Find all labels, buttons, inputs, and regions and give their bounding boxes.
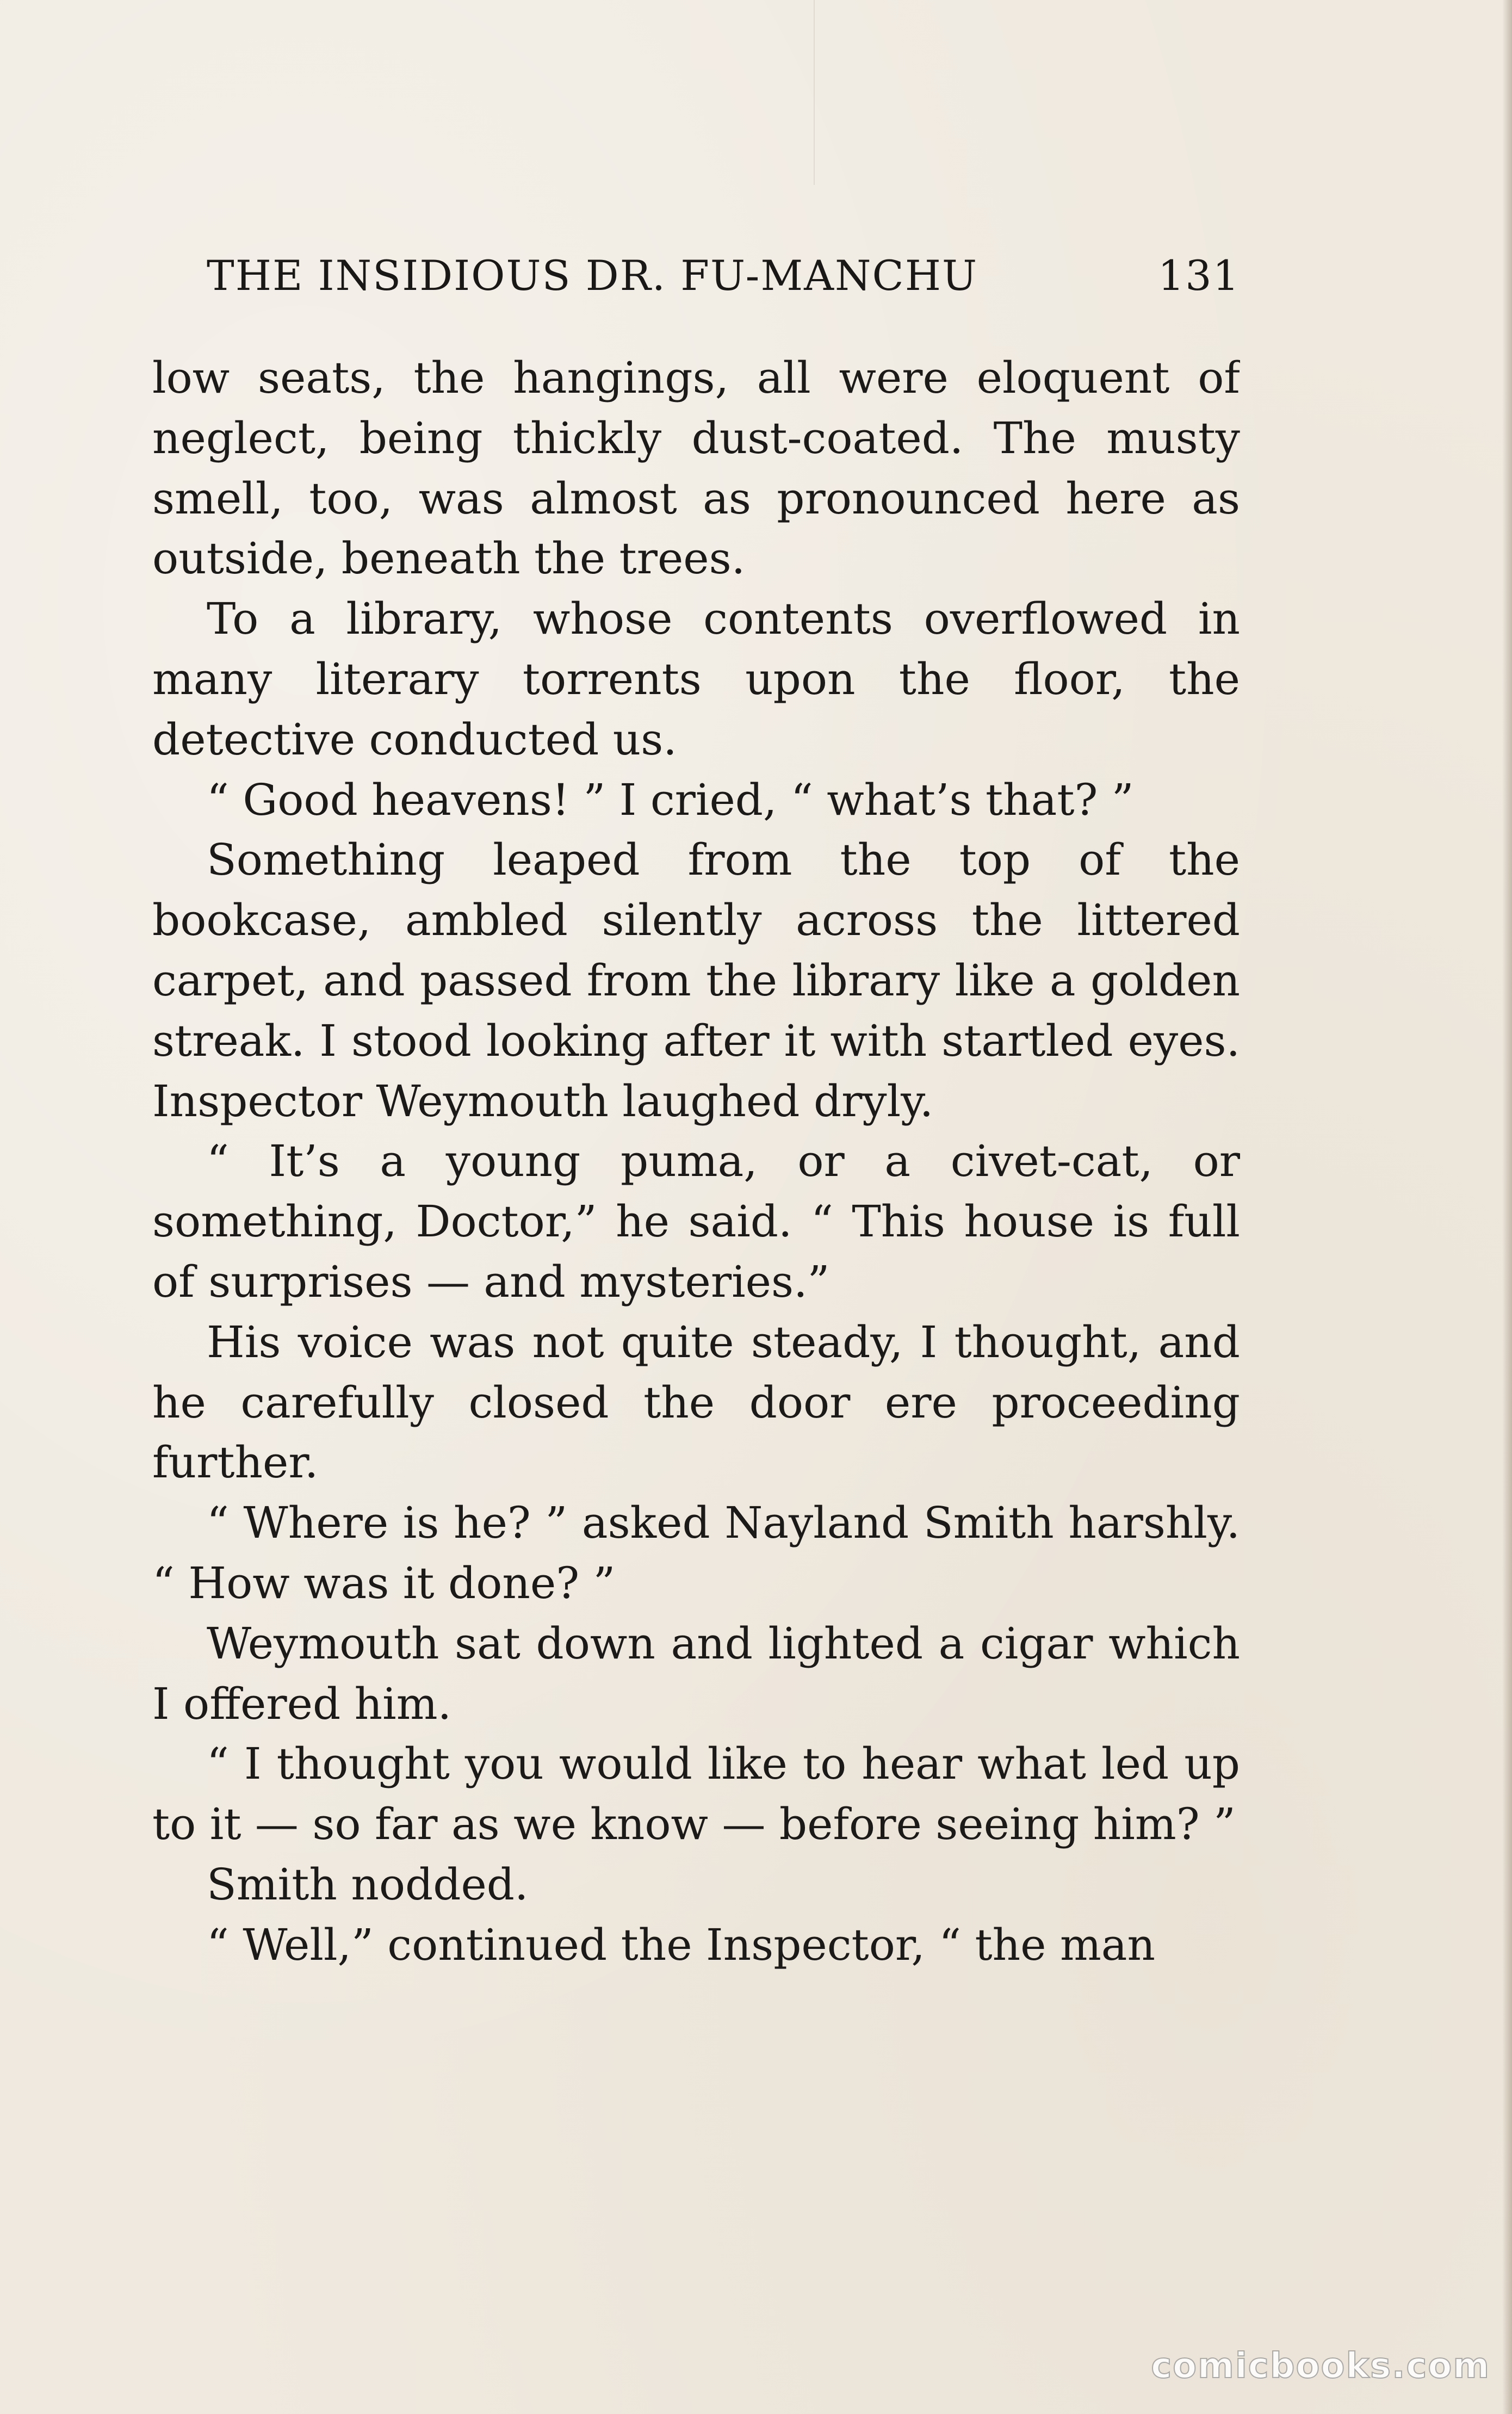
page-number: 131 bbox=[1157, 251, 1240, 300]
paragraph: Weymouth sat down and lighted a cigar which I offered him. bbox=[152, 1618, 1240, 1729]
paragraph: Something leaped from the top of the bookcase, ambled silently across the littered carpet, and passed from the library like a golden streak. I stood looking after it with startled eyes. Inspector Weymouth laughed dryly. bbox=[152, 834, 1240, 1126]
body-text bbox=[152, 348, 1240, 2067]
page-edge-shadow bbox=[1502, 0, 1512, 2414]
running-header bbox=[207, 251, 1240, 317]
page-crease bbox=[814, 0, 815, 185]
paragraph: “ Well,” continued the Inspector, “ the man bbox=[207, 1919, 1156, 1970]
paragraph: Smith nodded. bbox=[207, 1859, 529, 1910]
paragraph: “ It’s a young puma, or a civet-cat, or something, Doctor,” he said. “ This house is full of surprises — and mysteries.” bbox=[152, 1136, 1240, 1307]
watermark: comicbooks.com bbox=[1151, 2346, 1490, 2386]
paragraph: To a library, whose contents overflowed in many literary torrents upon the floor, the detective conducted us. bbox=[152, 593, 1240, 765]
paragraph: low seats, the hangings, all were eloquent of neglect, being thickly dust-coated. The musty smell, too, was almost as pronounced here as outside, beneath the trees. bbox=[152, 352, 1240, 584]
paragraph: “ Good heavens! ” I cried, “ what’s that? ” bbox=[207, 774, 1134, 825]
paragraph: His voice was not quite steady, I thought, and he carefully closed the door ere proceeding further. bbox=[152, 1316, 1240, 1488]
paragraph: “ I thought you would like to hear what led up to it — so far as we know — before seeing him? ” bbox=[152, 1738, 1240, 1850]
running-title: THE INSIDIOUS DR. FU-MANCHU bbox=[207, 251, 978, 300]
paragraph: “ Where is he? ” asked Nayland Smith harshly. “ How was it done? ” bbox=[152, 1497, 1240, 1608]
